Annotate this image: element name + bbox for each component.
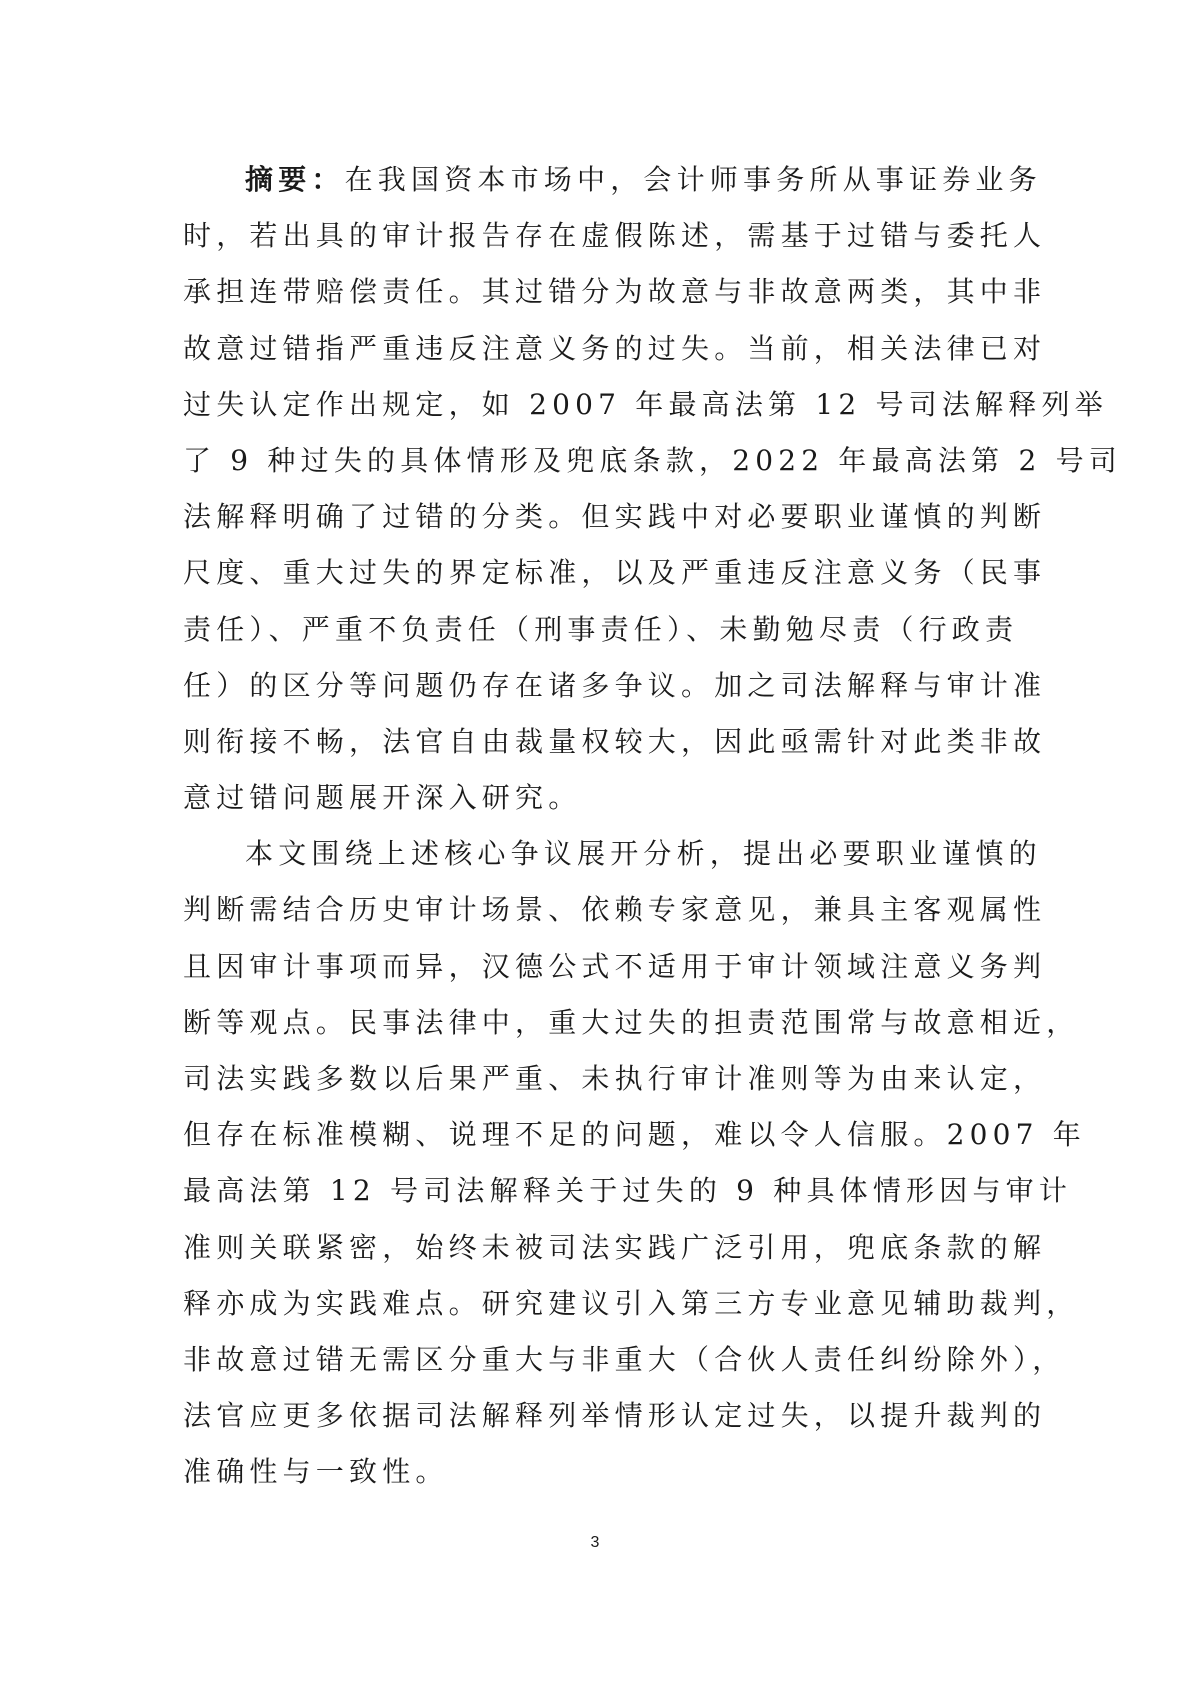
paragraph-line: 过失认定作出规定，如 2007 年最高法第 12 号司法解释列举 <box>183 387 1108 421</box>
abstract-first-line <box>183 152 1042 208</box>
paragraph-line: 判断需结合历史审计场景、依赖专家意见，兼具主客观属性 <box>183 893 1047 927</box>
paragraph-line: 最高法第 12 号司法解释关于过失的 9 种具体情形因与审计 <box>183 1174 1073 1208</box>
paragraph-line: 释亦成为实践难点。研究建议引入第三方专业意见辅助裁判， <box>183 1286 1080 1320</box>
page-number: 3 <box>590 1534 600 1551</box>
paragraph-line: 但存在标准模糊、说理不足的问题，难以令人信服。2007 年 <box>183 1118 1086 1152</box>
paragraph-line: 且因审计事项而异，汉德公式不适用于审计领域注意义务判 <box>183 949 1047 983</box>
paragraph-line: 尺度、重大过失的界定标准，以及严重违反注意义务（民事 <box>183 556 1047 590</box>
paragraph-line: 法官应更多依据司法解释列举情形认定过失，以提升裁判的 <box>183 1399 1047 1433</box>
paragraph-line: 司法实践多数以后果严重、未执行审计准则等为由来认定， <box>183 1062 1047 1095</box>
paragraph-line: 本文围绕上述核心争议展开分析，提出必要职业谨慎的 <box>245 837 1042 871</box>
paragraph-line: 非故意过错无需区分重大与非重大（合伙人责任纠纷除外）， <box>183 1342 1066 1376</box>
paragraph-line: 故意过错指严重违反注意义务的过失。当前，相关法律已对 <box>183 331 1047 365</box>
abstract-label: 摘要： <box>245 163 345 196</box>
paragraph-line: 承担连带赔偿责任。其过错分为故意与非故意两类，其中非 <box>183 275 1047 309</box>
paragraph-line: 在我国资本市场中，会计师事务所从事证券业务 <box>344 163 1042 196</box>
paragraph-line: 时，若出具的审计报告存在虚假陈述，需基于过错与委托人 <box>183 219 1047 253</box>
paragraph-line: 任）的区分等问题仍存在诸多争议。加之司法解释与审计准 <box>183 668 1047 702</box>
paragraph-line: 断等观点。民事法律中，重大过失的担责范围常与故意相近， <box>183 1005 1080 1039</box>
paragraph-line: 法解释明确了过错的分类。但实践中对必要职业谨慎的判断 <box>183 500 1047 534</box>
paragraph-line: 意过错问题展开深入研究。 <box>183 781 582 815</box>
abstract-body <box>183 152 1122 1501</box>
paragraph-line: 准则关联紧密，始终未被司法实践广泛引用，兜底条款的解 <box>183 1230 1047 1264</box>
paragraph-line: 准确性与一致性。 <box>183 1455 449 1489</box>
paragraph-line: 责任）、严重不负责任（刑事责任）、未勤勉尽责（行政责 <box>183 612 1019 646</box>
paragraph-line: 了 9 种过失的具体情形及兜底条款，2022 年最高法第 2 号司 <box>183 443 1122 477</box>
paragraph-line: 则衔接不畅，法官自由裁量权较大，因此亟需针对此类非故 <box>183 724 1047 758</box>
